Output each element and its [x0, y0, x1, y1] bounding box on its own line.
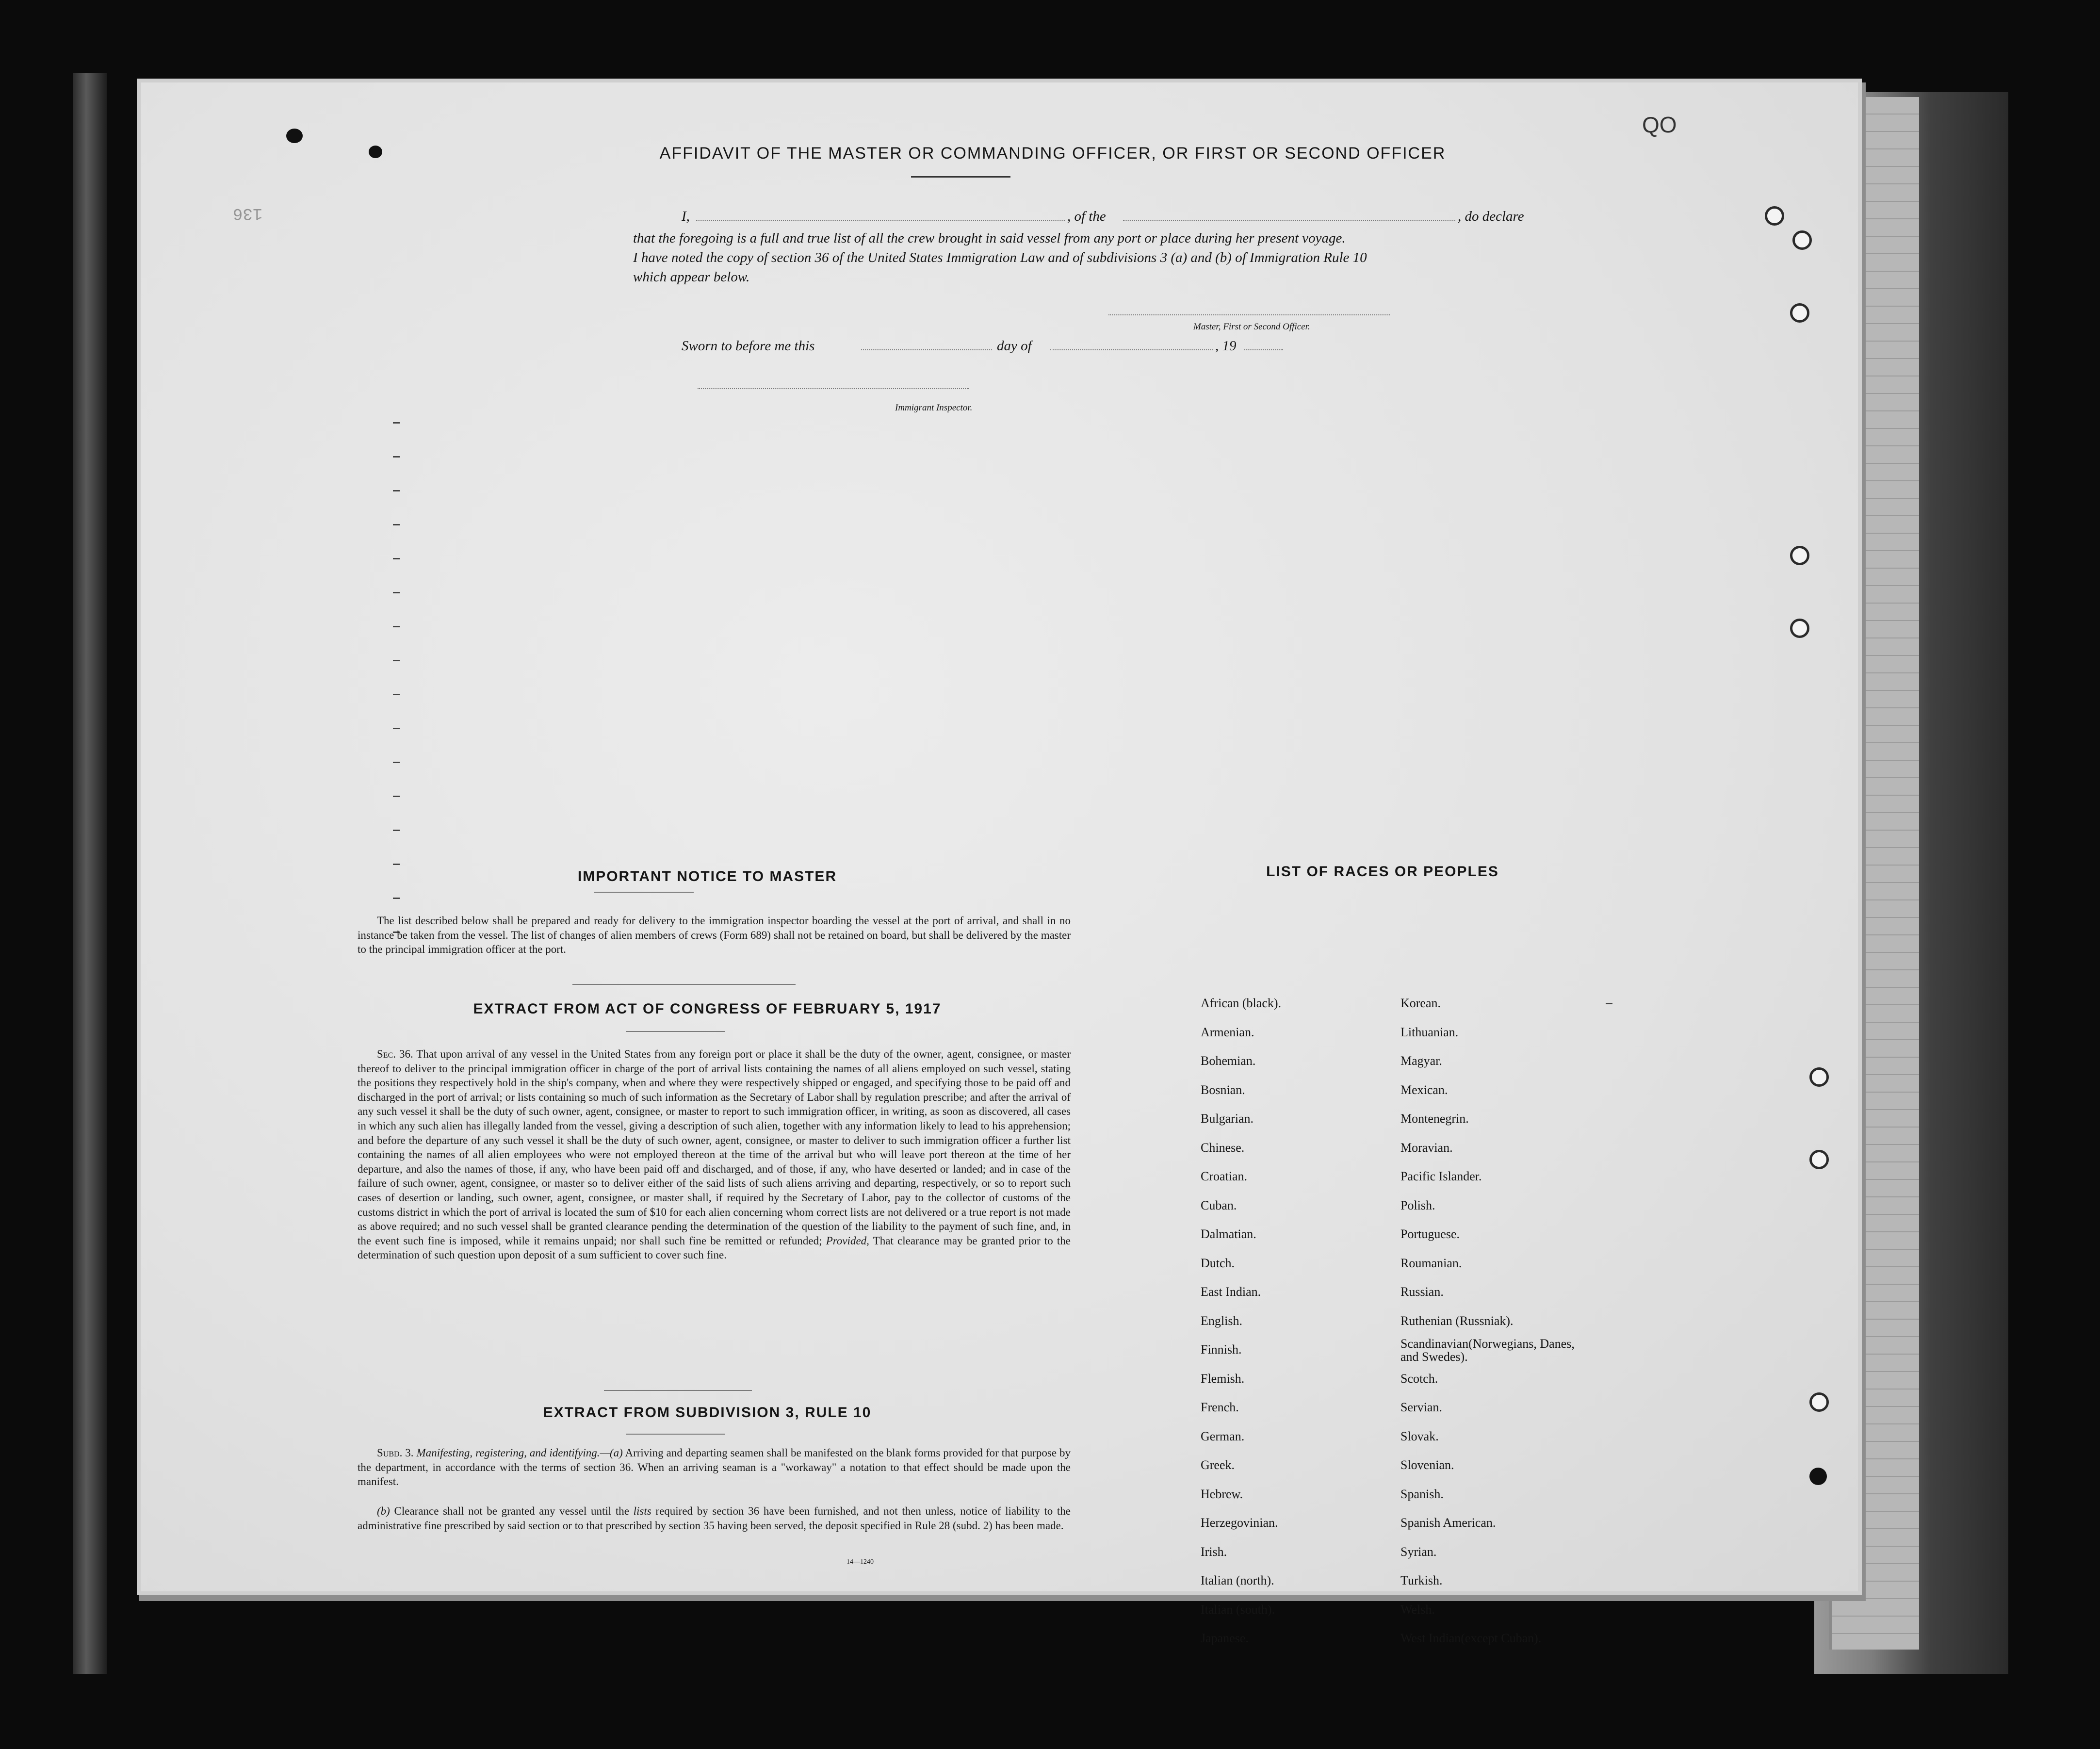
race-item: Turkish.: [1400, 1573, 1443, 1587]
race-item: East Indian.: [1201, 1285, 1261, 1299]
punch-hole: [1790, 303, 1809, 323]
race-item: Irish.: [1201, 1544, 1227, 1559]
para-b-label: (b): [377, 1505, 390, 1517]
race-item: Spanish.: [1400, 1487, 1444, 1501]
race-item: Hebrew.: [1201, 1487, 1243, 1501]
race-item: Mexican.: [1400, 1082, 1448, 1097]
rule-rule: [626, 1434, 725, 1435]
rule-title: EXTRACT FROM SUBDIVISION 3, RULE 10: [543, 1405, 872, 1421]
corner-mark: QO: [1642, 112, 1677, 137]
master-signature-label: Master, First or Second Officer.: [1193, 322, 1310, 332]
form-page: [141, 82, 1858, 1645]
inspector-signature-label: Immigrant Inspector.: [895, 403, 973, 413]
margin-tick: [393, 796, 400, 797]
day-blank[interactable]: [861, 349, 992, 350]
declare-label: , do declare: [1458, 209, 1524, 224]
margin-tick: [393, 694, 400, 695]
rule-para-b: [358, 1504, 1071, 1533]
race-item: Cuban.: [1201, 1198, 1237, 1212]
race-item: Slovak.: [1400, 1429, 1439, 1443]
race-item: Scandinavian(Norwegians, Danes, and Swedes).: [1400, 1337, 1575, 1364]
race-item: Italian (south).: [1201, 1602, 1275, 1617]
binding-strip: [73, 73, 107, 1674]
race-item: Roumanian.: [1400, 1256, 1462, 1270]
notice-divider: [572, 984, 796, 985]
race-item: Spanish American.: [1400, 1516, 1496, 1530]
section-36-text: That upon arrival of any vessel in the United States from any foreign port or place it shall be the duty of the owner, agent, consignee, or master thereof to deliver to the principal immigration officer in charge of the port of arrival lists containing the names of all aliens employed on such vessel, stating the positions they respectively hold in the ship's company, when and where they were respectively shipped or engaged, and specifying those to be paid off and discharged in the port of arrival; or lists containing so much of such information as the Secretary of Labor shall by regulation prescribe; and after the arrival of any such vessel it shall be the duty of such owner, agent, consignee, or master to report to such immigration officer, in writing, as soon as discovered, all cases in which any such alien has illegally landed from the vessel, giving a description of such alien, together with any information likely to lead to his apprehension; and before the departure of any such vessel it shall be the duty of such owner, agent, consignee, or master to deliver to such immigration officer a further list containing the names of all alien employees who were not employed thereon at the time of the arrival but who will leave port thereon at the time of her departure, and also the names of those, if any, who have been paid off and discharged, and of those, if any, who have deserted or landed; and in case of the failure of such owner, agent, consignee, or master so to deliver either of the said lists of such aliens arriving and departing, respectively, or so to report such cases of desertion or landing, such owner, agent, consignee, or master shall, if required by the Secretary of Labor, pay to the collector of customs of the customs district in which the port of arrival is located the sum of $10 for each alien concerning whom correct lists are not delivered or a true report is not made as above required; and no such vessel shall be granted clearance pending the determination of the question of the liability to the payment of such fine, and, in the event such fine is imposed, while it remains unpaid; nor shall such fine be remitted or refunded;: [358, 1048, 1071, 1247]
sworn-label: Sworn to before me this: [682, 338, 815, 354]
margin-tick: [393, 490, 400, 491]
i-label: I,: [682, 209, 690, 224]
race-item: Bohemian.: [1201, 1054, 1256, 1068]
title-rule: [911, 176, 1010, 178]
race-item: Servian.: [1400, 1400, 1442, 1414]
margin-tick: [393, 762, 400, 763]
race-item: Welsh.: [1400, 1602, 1435, 1617]
name-blank[interactable]: [696, 220, 1065, 221]
race-item: Russian.: [1400, 1285, 1444, 1299]
punch-hole: [1765, 206, 1784, 226]
race-item: Greek.: [1201, 1458, 1235, 1472]
race-item: Dutch.: [1201, 1256, 1235, 1270]
race-item: Montenegrin.: [1400, 1112, 1469, 1126]
act-title: EXTRACT FROM ACT OF CONGRESS OF FEBRUARY 5, 1917: [473, 1001, 942, 1017]
notice-text: The list described below shall be prepared and ready for delivery to the immigration inspector boarding the vessel at the port of arrival, and shall in no instance be taken from the vessel. The list of changes of alien members of crews (Form 689) shall not be retained on board, but shall be delivered by the master to the principal immigration officer at the port.: [358, 915, 1071, 956]
master-signature-blank[interactable]: [1108, 314, 1390, 315]
race-item: Slovenian.: [1400, 1458, 1454, 1472]
form-number: 14—1240: [847, 1558, 874, 1566]
race-item: Armenian.: [1201, 1025, 1254, 1039]
affidavit-title: AFFIDAVIT OF THE MASTER OR COMMANDING OFFICER, OR FIRST OR SECOND OFFICER: [659, 144, 1446, 163]
notice-title: IMPORTANT NOTICE TO MASTER: [577, 868, 837, 884]
vessel-blank[interactable]: [1123, 220, 1455, 221]
month-blank[interactable]: [1050, 349, 1213, 350]
subd-label: Subd. 3.: [377, 1447, 414, 1459]
race-item: German.: [1201, 1429, 1245, 1443]
race-item: Portuguese.: [1400, 1227, 1460, 1241]
affidavit-line-3: I have noted the copy of section 36 of the United States Immigration Law and of subdivisions 3 (a) and (b) of Immigration Rule 10: [633, 250, 1367, 265]
margin-dash: [1606, 1003, 1612, 1004]
act-rule: [626, 1031, 725, 1032]
ink-blot: [369, 146, 382, 158]
race-item: Dalmatian.: [1201, 1227, 1256, 1241]
margin-tick: [393, 728, 400, 729]
punch-hole: [1809, 1150, 1829, 1169]
race-item: Korean.: [1400, 996, 1441, 1010]
provided-label: Provided,: [826, 1234, 869, 1247]
bleed-through-number: 136: [233, 204, 263, 222]
margin-tick: [393, 626, 400, 627]
margin-tick: [393, 864, 400, 865]
races-title: LIST OF RACES OR PEOPLES: [1266, 864, 1499, 880]
subd-heading: Manifesting, registering, and identifying.—(a): [416, 1447, 623, 1459]
race-item: West Indian(except Cuban).: [1400, 1631, 1542, 1645]
race-item: Lithuanian.: [1400, 1025, 1459, 1039]
section-label: Sec. 36.: [377, 1048, 413, 1060]
para-b-text-2: required by section 36 have been furnished, and not then unless, notice of liability to the administrative fine prescribed by said section or to that prescribed by section 35 having been served, the deposit specified in Rule 28 (subd. 2) has been made.: [358, 1505, 1071, 1532]
race-item: Bosnian.: [1201, 1082, 1245, 1097]
race-item: Finnish.: [1201, 1342, 1242, 1357]
punch-hole: [1790, 619, 1809, 638]
race-item: Flemish.: [1201, 1371, 1245, 1386]
of-the-label: , of the: [1067, 209, 1106, 224]
affidavit-line-4: which appear below.: [633, 269, 750, 285]
notice-rule: [594, 892, 694, 893]
para-b-lists: lists: [633, 1505, 651, 1517]
rule-para-a: [358, 1446, 1071, 1489]
margin-tick: [393, 558, 400, 559]
section-36-text-end: That clearance may be granted prior to the determination of such question upon deposit of a sum sufficient to cover such fine.: [358, 1234, 1071, 1261]
races-column-1: [1201, 989, 1281, 1653]
race-item: Syrian.: [1400, 1544, 1437, 1559]
race-item: Japanese.: [1201, 1631, 1249, 1645]
margin-tick: [393, 592, 400, 593]
race-item: Polish.: [1400, 1198, 1435, 1212]
punch-hole: [1809, 1067, 1829, 1087]
punch-hole-filled: [1809, 1468, 1827, 1485]
inspector-signature-blank[interactable]: [698, 388, 969, 389]
para-b-text-1: Clearance shall not be granted any vessel until the: [394, 1505, 629, 1517]
margin-tick: [393, 830, 400, 831]
margin-tick: [393, 524, 400, 525]
punch-hole: [1792, 230, 1812, 250]
margin-tick: [393, 898, 400, 899]
race-item: Scotch.: [1400, 1371, 1438, 1386]
race-item: Pacific Islander.: [1400, 1169, 1482, 1183]
race-item: Italian (north).: [1201, 1573, 1274, 1587]
affidavit-line-2: that the foregoing is a full and true list of all the crew brought in said vessel from any port or place during her present voyage.: [633, 230, 1346, 246]
year-blank[interactable]: [1244, 349, 1283, 350]
year-label: , 19: [1215, 338, 1237, 354]
race-item: African (black).: [1201, 996, 1282, 1010]
races-column-2: [1400, 989, 1575, 1653]
punch-hole: [1790, 546, 1809, 565]
race-item: Moravian.: [1400, 1140, 1453, 1155]
para-a-text: Arriving and departing seamen shall be manifested on the blank forms provided for that purpose by the department, in accordance with the terms of section 36. When an arriving seaman is a "workaway" a notation to that effect should be made upon the manifest.: [358, 1447, 1071, 1488]
race-item: French.: [1201, 1400, 1239, 1414]
day-of-label: day of: [997, 338, 1032, 354]
ink-blot: [286, 129, 303, 143]
race-item: English.: [1201, 1313, 1242, 1328]
margin-tick: [393, 422, 400, 424]
race-item: Magyar.: [1400, 1054, 1442, 1068]
punch-hole: [1809, 1392, 1829, 1412]
margin-tick: [393, 660, 400, 661]
race-item: Herzegovinian.: [1201, 1516, 1278, 1530]
margin-tick: [393, 456, 400, 458]
act-divider: [604, 1390, 752, 1391]
race-item: Ruthenian (Russniak).: [1400, 1313, 1514, 1328]
act-text: [358, 1047, 1071, 1262]
race-item: Chinese.: [1201, 1140, 1245, 1155]
race-item: Bulgarian.: [1201, 1112, 1254, 1126]
race-item: Croatian.: [1201, 1169, 1248, 1183]
